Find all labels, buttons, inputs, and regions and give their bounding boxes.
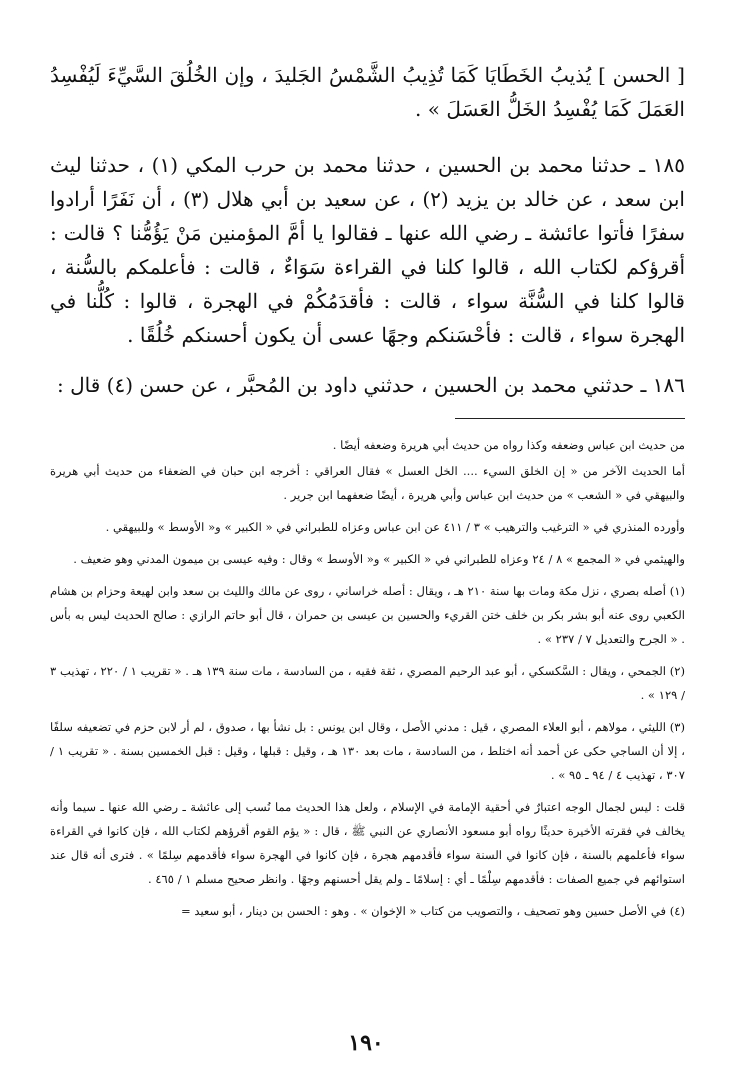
footnote-paragraph: وأورده المنذري في « الترغيب والترهيب » ٣ / ٤١١ عن ابن عباس وعزاه للطبراني في « الكبير » و« الأوسط » وللبيهقي . [105,520,685,534]
footnote-2: (٢) الجمحي ، ويقال : السَّكسكي ، أبو عبد الرحيم المصري ، ثقة فقيه ، من السادسة ، مات سنة ١٣٩ هـ . « تقريب ١ / ٢٢٠ ، تهذيب ٣ / ١٢٩ » . [50,664,685,702]
hadith-185: ١٨٥ ـ حدثنا محمد بن الحسين ، حدثنا محمد بن حرب المكي (١) ، حدثنا ليث ابن سعد ، عن خالد بن يزيد (٢) ، عن سعيد بن أبي هلال (٣) ، أن نَفَرًا أرادوا سفرًا فأتوا عائشة ـ رضي الله عنها ـ فقالوا يا أمَّ المؤمنين مَنْ يَؤُمُّنا ؟ قالت : أقرؤكم لكتاب الله ، قالوا كلنا في القراءة سَوَاءٌ ، قالت : فأعلمكم بالسُّنة ، قالوا كلنا في السُّنَّة سواء ، قالت : فأقدَمُكُمْ في الهجرة ، قالوا : كُلُّنا في الهجرة سواء ، قالت : فأحْسَنكم وجهًا عسى أن يكون أحسنكم خُلُقًا . [50,153,685,347]
footnote-1: (١) أصله بصري ، نزل مكة ومات بها سنة ٢١٠ هـ ، ويقال : أصله خراساني ، روى عن مالك والليث بن سعد وابن لهيعة وحزام بن هشام الكعبي روى عنه أبو بشر بكر بن خلف ختن القريء والحسين بن عيسى بن حمران ، قال أبو حاتم الرازي : صالح الحديث ليس به بأس . « الجرح والتعديل ٧ / ٢٣٧ » . [50,584,685,646]
paragraph-intro: [ الحسن ] يُذيبُ الخَطَايَا كَمَا تُذِيبُ الشَّمْسُ الجَليدَ ، وإن الخُلُقَ السَّيِّءَ لَيُفْسِدُ العَمَلَ كَمَا يُفْسِدُ الخَلُّ العَسَلَ » . [50,63,685,121]
footnotes [50,433,685,923]
page-number: ١٩٠ [348,1030,384,1056]
page [50,58,685,931]
footnote-paragraph: والهيثمي في « المجمع » ٨ / ٢٤ وعزاه للطبراني في « الكبير » و« الأوسط » وقال : وفيه عيسى بن ميمون المدني وهو ضعيف . [73,552,685,566]
footnote-comment: قلت : ليس لجمال الوجه اعتبارٌ في أحقية الإمامة في الإسلام ، ولعل هذا الحديث مما نُسب إلى عائشة ـ رضي الله عنها ـ سيما وأنه يخالف في فقرته الأخيرة حديثًا رواه أبو مسعود الأنصاري عن النبي ﷺ ، قال : « يؤم القوم أقرؤهم لكتاب الله ، فإن كانوا في القراءة سواء فأعلمهم بالسنة ، فإن كانوا في السنة سواء فأقدمهم هجرة ، فإن كانوا في الهجرة سواء فأقدمهم سِلمًا » . فترى أنه قال عند استوائهم في جميع الصفات : فأقدمهم سِلْمًا ـ أي : إسلامًا ـ ولم يقل أحسنهم وجهًا . وانظر صحيح مسلم ١ / ٤٦٥ . [50,800,685,886]
footnote-divider [455,418,685,419]
footnote-continuation: من حديث ابن عباس وضعفه وكذا رواه من حديث أبي هريرة وضعفه أيضًا . [332,438,685,452]
hadith-186: ١٨٦ ـ حدثني محمد بن الحسين ، حدثني داود بن المُحبَّر ، عن حسن (٤) قال : [56,373,685,397]
footnote-paragraph: أما الحديث الآخر من « إن الخلق السيء .... الخل العسل » فقال العراقي : أخرجه ابن حبان في الضعفاء من حديث أبي هريرة والبيهقي في « الشعب » من حديث ابن عباس وأبي هريرة ، أيضًا ضعفهما ابن جرير . [50,464,685,502]
footnote-4: (٤) في الأصل حسين وهو تصحيف ، والتصويب من كتاب « الإخوان » . وهو : الحسن بن دينار ، أبو سعيد = [180,904,685,918]
footnote-3: (٣) الليثي ، مولاهم ، أبو العلاء المصري ، قيل : مدني الأصل ، وقال ابن يونس : بل نشأ بها ، صدوق ، لم أر لابن حزم في تضعيفه سلفًا ، إلا أن الساجي حكى عن أحمد أنه اختلط ، من السادسة ، مات بعد ١٣٠ هـ ، وقيل : قبلها ، وقيل : قبل الخمسين بسنة . « تقريب ١ / ٣٠٧ ، تهذيب ٤ / ٩٤ ـ ٩٥ » . [50,720,685,782]
main-text [50,58,685,402]
